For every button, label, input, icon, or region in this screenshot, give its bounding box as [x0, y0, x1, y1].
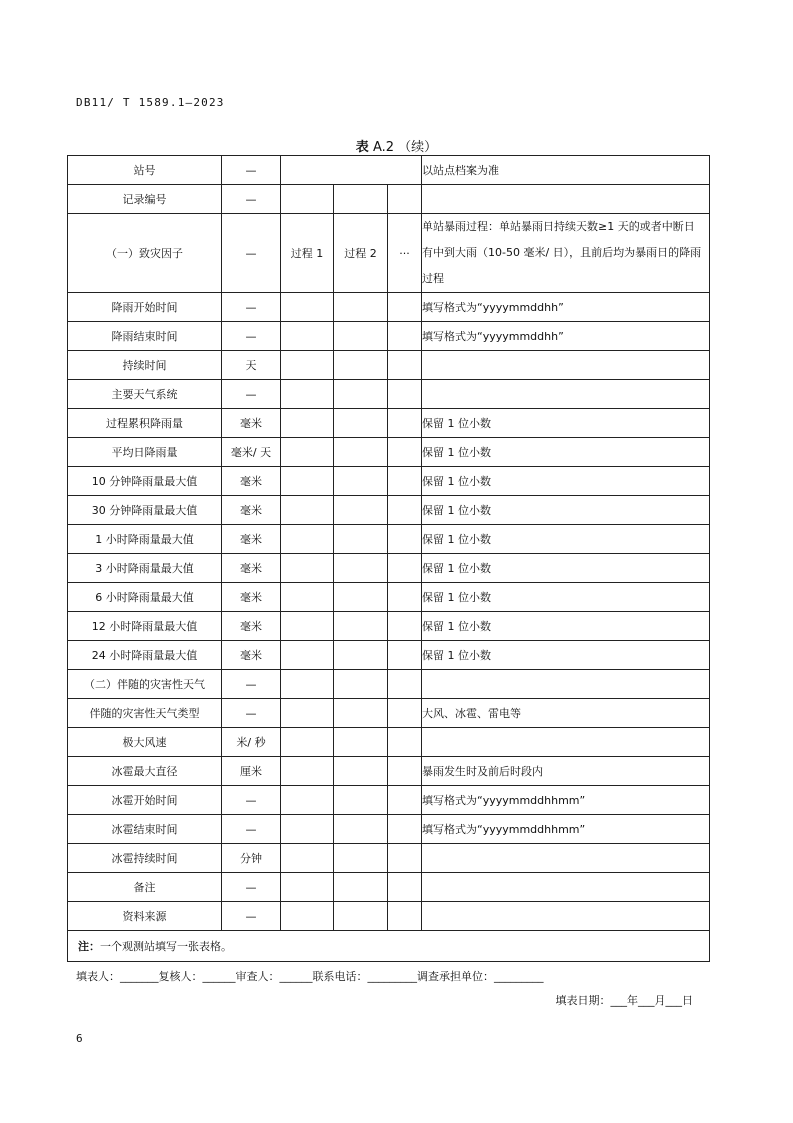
- process-2-cell[interactable]: [334, 409, 388, 438]
- field-note: 保留 1 位小数: [422, 438, 710, 467]
- field-unit: —: [222, 156, 281, 185]
- process-2-cell[interactable]: [334, 496, 388, 525]
- field-name: 备注: [68, 873, 222, 902]
- field-note: [422, 670, 710, 699]
- table-row: [68, 786, 710, 815]
- field-name: 记录编号: [68, 185, 222, 214]
- field-name: 10 分钟降雨量最大值: [68, 467, 222, 496]
- process-1-cell[interactable]: [281, 873, 334, 902]
- process-2-cell[interactable]: [334, 815, 388, 844]
- process-more-cell[interactable]: [388, 902, 422, 931]
- process-2-cell[interactable]: [334, 583, 388, 612]
- field-note: 保留 1 位小数: [422, 612, 710, 641]
- field-note: 填写格式为“yyyymmddhh”: [422, 293, 710, 322]
- process-2-header: 过程 2: [334, 214, 388, 293]
- table-note: [68, 931, 710, 962]
- field-unit: 毫米: [222, 525, 281, 554]
- process-more-cell[interactable]: [388, 844, 422, 873]
- table-row: [68, 583, 710, 612]
- field-unit: 毫米: [222, 583, 281, 612]
- field-unit: 厘米: [222, 757, 281, 786]
- table-row: [68, 293, 710, 322]
- table-row: [68, 699, 710, 728]
- process-2-cell[interactable]: [334, 641, 388, 670]
- field-note: [422, 844, 710, 873]
- fill-in-line: [76, 968, 544, 984]
- field-unit: 毫米: [222, 612, 281, 641]
- process-2-cell[interactable]: [334, 757, 388, 786]
- process-1-cell[interactable]: [281, 902, 334, 931]
- process-1-cell[interactable]: [281, 293, 334, 322]
- field-unit: 毫米: [222, 641, 281, 670]
- field-note: 保留 1 位小数: [422, 496, 710, 525]
- auditor-field[interactable]: 审查人：______: [235, 970, 313, 983]
- process-more-cell[interactable]: [388, 554, 422, 583]
- field-name: 平均日降雨量: [68, 438, 222, 467]
- station-value-cell[interactable]: [281, 156, 422, 185]
- process-more-cell[interactable]: [388, 641, 422, 670]
- field-unit: —: [222, 214, 281, 293]
- table-row: [68, 902, 710, 931]
- field-name: 冰雹开始时间: [68, 786, 222, 815]
- field-unit: 毫米: [222, 554, 281, 583]
- table-row: [68, 185, 710, 214]
- field-name: 降雨结束时间: [68, 322, 222, 351]
- process-1-cell[interactable]: [281, 641, 334, 670]
- field-note: 保留 1 位小数: [422, 467, 710, 496]
- process-2-cell[interactable]: [334, 844, 388, 873]
- process-1-cell[interactable]: [281, 409, 334, 438]
- field-unit: 米/ 秒: [222, 728, 281, 757]
- process-more-cell[interactable]: [388, 699, 422, 728]
- process-more-cell[interactable]: [388, 322, 422, 351]
- field-note: 填写格式为“yyyymmddhh”: [422, 322, 710, 351]
- field-note: 大风、冰雹、雷电等: [422, 699, 710, 728]
- process-2-cell[interactable]: [334, 902, 388, 931]
- field-unit: —: [222, 322, 281, 351]
- field-note: 保留 1 位小数: [422, 641, 710, 670]
- field-name: 过程累积降雨量: [68, 409, 222, 438]
- process-1-cell[interactable]: [281, 583, 334, 612]
- process-more-cell[interactable]: [388, 409, 422, 438]
- process-2-cell[interactable]: [334, 467, 388, 496]
- field-note: 保留 1 位小数: [422, 554, 710, 583]
- process-2-cell[interactable]: [334, 786, 388, 815]
- table-row: [68, 214, 710, 293]
- table-title-number: A.2: [372, 140, 395, 155]
- field-unit: 分钟: [222, 844, 281, 873]
- table-title-label: 表: [355, 140, 369, 155]
- field-unit: 毫米: [222, 467, 281, 496]
- field-note: [422, 351, 710, 380]
- process-2-cell[interactable]: [334, 438, 388, 467]
- process-more-cell[interactable]: [388, 467, 422, 496]
- table-row: [68, 467, 710, 496]
- field-unit: 毫米/ 天: [222, 438, 281, 467]
- field-name: 冰雹持续时间: [68, 844, 222, 873]
- field-name: 12 小时降雨量最大值: [68, 612, 222, 641]
- field-note: [422, 185, 710, 214]
- field-name: 30 分钟降雨量最大值: [68, 496, 222, 525]
- process-1-cell[interactable]: [281, 496, 334, 525]
- table-row: [68, 156, 710, 185]
- field-unit: —: [222, 293, 281, 322]
- process-more-cell[interactable]: [388, 815, 422, 844]
- survey-unit-field[interactable]: 调查承担单位：_________: [417, 970, 544, 983]
- process-more-cell[interactable]: [388, 583, 422, 612]
- field-name: 主要天气系统: [68, 380, 222, 409]
- process-more-cell[interactable]: [388, 525, 422, 554]
- process-more-cell[interactable]: [388, 185, 422, 214]
- process-1-cell[interactable]: [281, 185, 334, 214]
- process-2-cell[interactable]: [334, 293, 388, 322]
- process-2-cell[interactable]: [334, 380, 388, 409]
- process-2-cell[interactable]: [334, 873, 388, 902]
- table-row: [68, 380, 710, 409]
- field-note: 填写格式为“yyyymmddhhmm”: [422, 815, 710, 844]
- process-1-cell[interactable]: [281, 467, 334, 496]
- field-unit: —: [222, 699, 281, 728]
- process-1-cell[interactable]: [281, 322, 334, 351]
- field-name: 3 小时降雨量最大值: [68, 554, 222, 583]
- process-1-cell[interactable]: [281, 757, 334, 786]
- process-more-cell[interactable]: [388, 438, 422, 467]
- field-name: 冰雹最大直径: [68, 757, 222, 786]
- field-note: 保留 1 位小数: [422, 409, 710, 438]
- field-name: 资料来源: [68, 902, 222, 931]
- reviewer-field[interactable]: 复核人：______: [158, 970, 236, 983]
- field-note: [422, 873, 710, 902]
- table-row: [68, 496, 710, 525]
- process-more-cell[interactable]: [388, 728, 422, 757]
- phone-field[interactable]: 联系电话：_________: [312, 970, 417, 983]
- process-1-cell[interactable]: [281, 786, 334, 815]
- process-1-cell[interactable]: [281, 351, 334, 380]
- field-unit: 毫米: [222, 496, 281, 525]
- field-unit: 天: [222, 351, 281, 380]
- field-unit: —: [222, 786, 281, 815]
- process-1-header: 过程 1: [281, 214, 334, 293]
- field-note: 单站暴雨过程：单站暴雨日持续天数≥1 天的或者中断日有中到大雨（10-50 毫米/ 日），且前后均为暴雨日的降雨过程: [422, 214, 710, 293]
- table-row: [68, 844, 710, 873]
- table-title: [0, 136, 793, 155]
- field-unit: —: [222, 815, 281, 844]
- field-unit: —: [222, 873, 281, 902]
- fill-date-field[interactable]: 填表日期：___年___月___日: [555, 994, 693, 1007]
- survey-table: [67, 155, 710, 962]
- field-name: 24 小时降雨量最大值: [68, 641, 222, 670]
- field-note: 填写格式为“yyyymmddhhmm”: [422, 786, 710, 815]
- process-more-cell[interactable]: [388, 612, 422, 641]
- process-1-cell[interactable]: [281, 525, 334, 554]
- process-1-cell[interactable]: [281, 815, 334, 844]
- process-1-cell[interactable]: [281, 844, 334, 873]
- field-note: 以站点档案为准: [422, 156, 710, 185]
- field-note: [422, 380, 710, 409]
- process-2-cell[interactable]: [334, 728, 388, 757]
- table-row: [68, 438, 710, 467]
- process-1-cell[interactable]: [281, 612, 334, 641]
- process-more-cell[interactable]: [388, 757, 422, 786]
- table-row: [68, 728, 710, 757]
- process-1-cell[interactable]: [281, 728, 334, 757]
- process-more-cell[interactable]: [388, 351, 422, 380]
- table-note-label: 注：: [78, 940, 100, 953]
- field-note: 保留 1 位小数: [422, 525, 710, 554]
- field-unit: —: [222, 670, 281, 699]
- field-note: 暴雨发生时及前后时段内: [422, 757, 710, 786]
- field-name: 冰雹结束时间: [68, 815, 222, 844]
- process-1-cell[interactable]: [281, 380, 334, 409]
- process-2-cell[interactable]: [334, 612, 388, 641]
- table-row: [68, 612, 710, 641]
- field-note: [422, 902, 710, 931]
- table-row: [68, 873, 710, 902]
- table-row: [68, 554, 710, 583]
- field-name: （一）致灾因子: [68, 214, 222, 293]
- field-name: 6 小时降雨量最大值: [68, 583, 222, 612]
- field-name: 1 小时降雨量最大值: [68, 525, 222, 554]
- field-note: 保留 1 位小数: [422, 583, 710, 612]
- process-more-cell[interactable]: [388, 670, 422, 699]
- process-2-cell[interactable]: [334, 322, 388, 351]
- page-number: 6: [76, 1032, 83, 1045]
- process-2-cell[interactable]: [334, 525, 388, 554]
- table-row: [68, 525, 710, 554]
- process-2-cell[interactable]: [334, 185, 388, 214]
- process-1-cell[interactable]: [281, 670, 334, 699]
- field-name: 极大风速: [68, 728, 222, 757]
- field-unit: —: [222, 902, 281, 931]
- field-unit: 毫米: [222, 409, 281, 438]
- process-more-cell[interactable]: [388, 293, 422, 322]
- field-note: [422, 728, 710, 757]
- process-1-cell[interactable]: [281, 438, 334, 467]
- process-more-cell[interactable]: [388, 873, 422, 902]
- process-2-cell[interactable]: [334, 670, 388, 699]
- table-row: [68, 670, 710, 699]
- field-name: 站号: [68, 156, 222, 185]
- process-more-cell[interactable]: [388, 380, 422, 409]
- process-2-cell[interactable]: [334, 699, 388, 728]
- field-name: 伴随的灾害性天气类型: [68, 699, 222, 728]
- process-more-cell[interactable]: [388, 786, 422, 815]
- table-note-row: [68, 931, 710, 962]
- table-row: [68, 757, 710, 786]
- document-code: DB11/ T 1589.1—2023: [76, 96, 225, 109]
- table-row: [68, 409, 710, 438]
- filler-field[interactable]: 填表人：_______: [76, 970, 159, 983]
- process-more-header: ···: [388, 214, 422, 293]
- process-1-cell[interactable]: [281, 699, 334, 728]
- process-2-cell[interactable]: [334, 351, 388, 380]
- process-1-cell[interactable]: [281, 554, 334, 583]
- field-unit: —: [222, 185, 281, 214]
- table-row: [68, 351, 710, 380]
- table-row: [68, 641, 710, 670]
- field-name: （二）伴随的灾害性天气: [68, 670, 222, 699]
- field-name: 持续时间: [68, 351, 222, 380]
- process-2-cell[interactable]: [334, 554, 388, 583]
- field-unit: —: [222, 380, 281, 409]
- table-row: [68, 322, 710, 351]
- table-note-text: 一个观测站填写一张表格。: [100, 940, 232, 953]
- table-row: [68, 815, 710, 844]
- process-more-cell[interactable]: [388, 496, 422, 525]
- field-name: 降雨开始时间: [68, 293, 222, 322]
- table-title-suffix: （续）: [398, 140, 438, 155]
